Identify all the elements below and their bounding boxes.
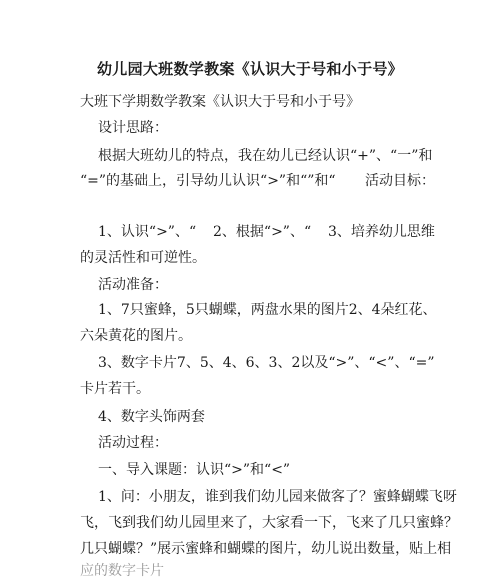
goals-heading: 活动目标： [365,173,435,189]
goal-item-1: 1、认识“>”、“ [98,224,197,240]
process-heading: 活动过程： [98,435,168,451]
process-question-line-4: 应的数字卡片 [80,563,164,579]
process-step-1: 一、导入课题：认识“>”和“<” [98,462,291,478]
design-paragraph-line-2: “=”的基础上，引导幼儿认识“>”和“”和“ [80,173,336,189]
goal-continuation: 的灵活性和可逆性。 [80,250,206,266]
subtitle: 大班下学期数学教案《认识大于号和小于号》 [80,94,360,110]
document-title: 幼儿园大班数学教案《认识大于号和小于号》 [96,60,403,78]
design-paragraph-line-1: 根据大班幼儿的特点，我在幼儿已经认识“+”、“一”和 [98,148,433,164]
goal-item-3: 3、培养幼儿思维 [328,224,435,240]
preparation-item-1-continued: 六朵黄花的图片。 [80,328,192,344]
process-question-line-3: 几只蝴蝶？”展示蜜蜂和蝴蝶的图片，幼儿说出数量，贴上相 [80,541,452,557]
preparation-item-3: 3、数字卡片7、5、4、6、3、2以及“>”、“<”、“=” [98,355,435,371]
goal-item-2: 2、根据“>”、“ [213,224,312,240]
preparation-heading: 活动准备： [98,277,168,293]
process-question-line-1: 1、问：小朋友，谁到我们幼儿园来做客了？蜜蜂蝴蝶飞呀 [98,489,457,505]
preparation-item-3-continued: 卡片若干。 [80,381,150,397]
design-heading: 设计思路： [98,120,168,136]
preparation-item-1: 1、7只蜜蜂，5只蝴蝶，两盘水果的图片2、4朵红花、 [98,302,437,318]
preparation-item-4: 4、数字头饰两套 [98,409,205,425]
process-question-line-2: 飞，飞到我们幼儿园里来了，大家看一下，飞来了几只蜜蜂？ [80,515,458,531]
